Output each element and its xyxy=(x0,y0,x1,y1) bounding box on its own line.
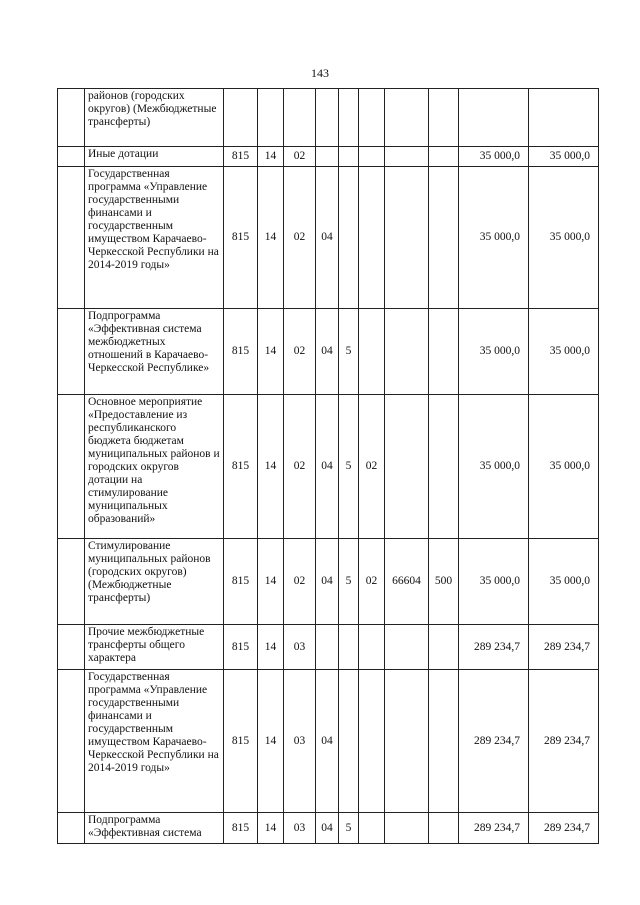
code-pr: 03 xyxy=(284,625,316,670)
code-cs-event xyxy=(359,147,385,167)
code-pr xyxy=(284,89,316,147)
code-cs-subprogram: 5 xyxy=(339,395,359,539)
code-cs-direction xyxy=(385,89,429,147)
code-vr xyxy=(429,813,459,844)
table-row xyxy=(58,813,599,844)
sum-year-1 xyxy=(459,89,529,147)
code-cs-direction xyxy=(385,625,429,670)
code-rz: 14 xyxy=(258,395,284,539)
sum-year-1: 35 000,0 xyxy=(459,167,529,309)
code-rz: 14 xyxy=(258,670,284,813)
code-gr: 815 xyxy=(224,539,258,625)
sum-year-2: 35 000,0 xyxy=(529,395,599,539)
code-cs-subprogram: 5 xyxy=(339,539,359,625)
table-row xyxy=(58,309,599,395)
code-gr: 815 xyxy=(224,625,258,670)
code-gr: 815 xyxy=(224,813,258,844)
code-rz: 14 xyxy=(258,309,284,395)
table-row xyxy=(58,147,599,167)
code-cs-program: 04 xyxy=(316,309,339,395)
code-rz: 14 xyxy=(258,625,284,670)
code-rz: 14 xyxy=(258,147,284,167)
code-cs-program: 04 xyxy=(316,395,339,539)
row-name: Основное мероприятие «Предоставление из республиканского бюджета бюджетам муниципальных районов и городских округов дотации на стимулирование муниципальных образований» xyxy=(85,395,224,539)
code-pr: 03 xyxy=(284,813,316,844)
code-gr: 815 xyxy=(224,670,258,813)
code-cs-direction xyxy=(385,309,429,395)
row-margin-cell xyxy=(58,625,85,670)
code-cs-direction xyxy=(385,167,429,309)
code-pr: 02 xyxy=(284,167,316,309)
table-row xyxy=(58,539,599,625)
sum-year-2: 35 000,0 xyxy=(529,539,599,625)
code-vr xyxy=(429,670,459,813)
sum-year-1: 35 000,0 xyxy=(459,309,529,395)
code-cs-event xyxy=(359,670,385,813)
row-name: Государственная программа «Управление государственными финансами и государственным имуществом Карачаево-Черкесской Республики на 2014-2019 годы» xyxy=(85,670,224,813)
sum-year-2: 289 234,7 xyxy=(529,625,599,670)
sum-year-2: 289 234,7 xyxy=(529,670,599,813)
code-vr xyxy=(429,167,459,309)
code-cs-program: 04 xyxy=(316,813,339,844)
code-vr: 500 xyxy=(429,539,459,625)
code-cs-direction: 66604 xyxy=(385,539,429,625)
code-cs-program: 04 xyxy=(316,670,339,813)
row-margin-cell xyxy=(58,813,85,844)
code-pr: 03 xyxy=(284,670,316,813)
code-cs-subprogram xyxy=(339,89,359,147)
row-margin-cell xyxy=(58,147,85,167)
code-cs-event xyxy=(359,89,385,147)
code-cs-direction xyxy=(385,670,429,813)
code-gr: 815 xyxy=(224,309,258,395)
code-vr xyxy=(429,147,459,167)
code-cs-event xyxy=(359,309,385,395)
sum-year-1: 35 000,0 xyxy=(459,539,529,625)
code-cs-subprogram: 5 xyxy=(339,309,359,395)
table-row xyxy=(58,395,599,539)
code-cs-subprogram xyxy=(339,147,359,167)
code-pr: 02 xyxy=(284,539,316,625)
row-name: Государственная программа «Управление государственными финансами и государственным имуществом Карачаево-Черкесской Республики на 2014-2019 годы» xyxy=(85,167,224,309)
row-name: Стимулирование муниципальных районов (городских округов) (Межбюджетные трансферты) xyxy=(85,539,224,625)
code-cs-subprogram xyxy=(339,625,359,670)
code-vr xyxy=(429,625,459,670)
sum-year-2: 35 000,0 xyxy=(529,167,599,309)
code-cs-program: 04 xyxy=(316,167,339,309)
row-name: Подпрограмма «Эффективная система межбюджетных отношений в Карачаево-Черкесской Республике» xyxy=(85,309,224,395)
code-gr xyxy=(224,89,258,147)
sum-year-1: 289 234,7 xyxy=(459,625,529,670)
row-margin-cell xyxy=(58,167,85,309)
code-cs-subprogram: 5 xyxy=(339,813,359,844)
row-margin-cell xyxy=(58,395,85,539)
code-rz: 14 xyxy=(258,813,284,844)
code-cs-event xyxy=(359,625,385,670)
row-margin-cell xyxy=(58,89,85,147)
budget-table xyxy=(57,88,599,844)
code-gr: 815 xyxy=(224,395,258,539)
code-cs-program xyxy=(316,625,339,670)
sum-year-2: 289 234,7 xyxy=(529,813,599,844)
row-name: Иные дотации xyxy=(85,147,224,167)
code-cs-event: 02 xyxy=(359,395,385,539)
code-rz xyxy=(258,89,284,147)
table-row xyxy=(58,670,599,813)
code-pr: 02 xyxy=(284,147,316,167)
code-pr: 02 xyxy=(284,309,316,395)
sum-year-1: 289 234,7 xyxy=(459,670,529,813)
code-cs-direction xyxy=(385,395,429,539)
sum-year-1: 35 000,0 xyxy=(459,147,529,167)
row-name: Подпрограмма «Эффективная система xyxy=(85,813,224,844)
code-cs-program xyxy=(316,89,339,147)
table-row xyxy=(58,167,599,309)
table-row xyxy=(58,89,599,147)
code-vr xyxy=(429,89,459,147)
code-cs-subprogram xyxy=(339,167,359,309)
page-number: 143 xyxy=(311,66,329,80)
code-cs-direction xyxy=(385,147,429,167)
code-vr xyxy=(429,395,459,539)
row-margin-cell xyxy=(58,309,85,395)
row-margin-cell xyxy=(58,670,85,813)
code-cs-event: 02 xyxy=(359,539,385,625)
sum-year-2 xyxy=(529,89,599,147)
sum-year-2: 35 000,0 xyxy=(529,309,599,395)
code-cs-direction xyxy=(385,813,429,844)
row-name: Прочие межбюджетные трансферты общего характера xyxy=(85,625,224,670)
sum-year-2: 35 000,0 xyxy=(529,147,599,167)
code-cs-program xyxy=(316,147,339,167)
code-pr: 02 xyxy=(284,395,316,539)
code-vr xyxy=(429,309,459,395)
code-cs-program: 04 xyxy=(316,539,339,625)
row-name: районов (городских округов) (Межбюджетные трансферты) xyxy=(85,89,224,147)
code-gr: 815 xyxy=(224,167,258,309)
table-row xyxy=(58,625,599,670)
code-cs-event xyxy=(359,813,385,844)
code-cs-event xyxy=(359,167,385,309)
row-margin-cell xyxy=(58,539,85,625)
sum-year-1: 289 234,7 xyxy=(459,813,529,844)
code-gr: 815 xyxy=(224,147,258,167)
code-rz: 14 xyxy=(258,539,284,625)
code-cs-subprogram xyxy=(339,670,359,813)
code-rz: 14 xyxy=(258,167,284,309)
sum-year-1: 35 000,0 xyxy=(459,395,529,539)
